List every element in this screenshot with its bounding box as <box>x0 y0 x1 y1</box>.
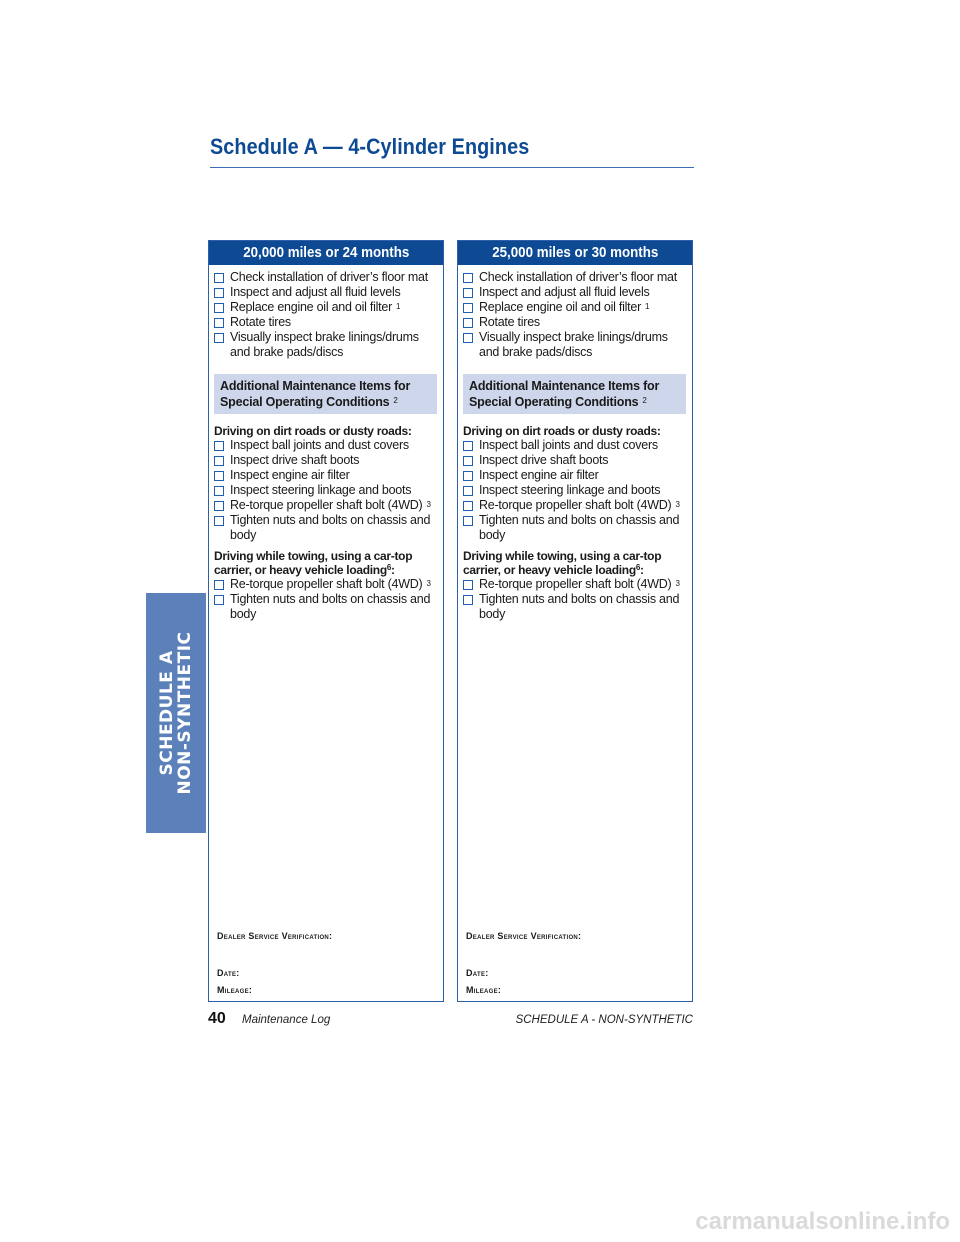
checklist-item <box>463 330 688 360</box>
checklist <box>458 577 692 622</box>
checkbox[interactable] <box>463 580 473 590</box>
checklist-item-label: Re-torque propeller shaft bolt (4WD) <box>479 577 672 591</box>
checkbox[interactable] <box>463 516 473 526</box>
checklist-item <box>214 453 439 468</box>
checklist-item-label: Re-torque propeller shaft bolt (4WD) <box>230 498 423 512</box>
dirt-roads-heading: Driving on dirt roads or dusty roads: <box>463 424 661 438</box>
checklist-item <box>214 285 439 300</box>
towing-heading-text: Driving while towing, using a car-top carrier, or heavy vehicle loading <box>463 549 662 577</box>
checklist-item-label: Tighten nuts and bolts on chassis and body <box>230 592 431 621</box>
checklist-item <box>214 330 439 360</box>
checklist-item-label: Inspect engine air filter <box>479 468 599 482</box>
footer-schedule-label: SCHEDULE A - NON-SYNTHETIC <box>515 1014 693 1026</box>
towing-heading: Driving while towing, using a car-top carrier, or heavy vehicle loading$^6$: <box>214 549 413 577</box>
side-tab-line: NON-SYNTHETIC <box>175 631 195 795</box>
checklist-item-label: Inspect engine air filter <box>230 468 350 482</box>
checklist-item <box>463 453 688 468</box>
checkbox[interactable] <box>214 486 224 496</box>
checklist <box>209 577 443 622</box>
checklist-item-label: Inspect drive shaft boots <box>479 453 609 467</box>
footnote-marker: 2 <box>642 396 647 405</box>
checkbox[interactable] <box>463 273 473 283</box>
checkbox[interactable] <box>214 333 224 343</box>
additional-items-title: Additional Maintenance Items for Special Operating Conditions <box>469 379 660 409</box>
checklist-item-label: Rotate tires <box>230 315 291 329</box>
footer-section-label: Maintenance Log <box>242 1014 331 1026</box>
dirt-roads-heading: Driving on dirt roads or dusty roads: <box>214 424 412 438</box>
checklist <box>458 438 692 543</box>
additional-items-title: Additional Maintenance Items for Special Operating Conditions <box>220 379 411 409</box>
checkbox[interactable] <box>214 501 224 511</box>
checklist <box>209 265 443 360</box>
footnote-marker: 6 <box>635 563 641 572</box>
checklist-item <box>463 592 688 622</box>
checklist-item <box>214 468 439 483</box>
checklist-item <box>463 438 688 453</box>
date-label: Date: <box>217 968 240 978</box>
additional-items-box <box>214 374 437 414</box>
towing-heading-text: Driving while towing, using a car-top carrier, or heavy vehicle loading <box>214 549 413 577</box>
checklist-item <box>463 315 688 330</box>
mileage-label: Mileage: <box>217 985 253 995</box>
checklist-item <box>463 468 688 483</box>
checklist-item <box>463 513 688 543</box>
footnote-marker: 3 <box>426 500 431 509</box>
checkbox[interactable] <box>463 318 473 328</box>
checkbox[interactable] <box>463 333 473 343</box>
checkbox[interactable] <box>463 288 473 298</box>
footnote-marker: 6 <box>386 563 392 572</box>
checklist-item <box>214 300 439 315</box>
checkbox[interactable] <box>463 441 473 451</box>
checklist-item-label: Check installation of driver’s floor mat <box>230 270 428 284</box>
checklist-item-label: Tighten nuts and bolts on chassis and body <box>479 592 680 621</box>
checklist-item-label: Inspect drive shaft boots <box>230 453 360 467</box>
mileage-label: Mileage: <box>466 985 502 995</box>
footnote-marker: 1 <box>645 302 650 311</box>
checkbox[interactable] <box>214 471 224 481</box>
checklist-item <box>214 438 439 453</box>
footnote-marker: 3 <box>675 500 680 509</box>
checklist-item <box>214 513 439 543</box>
checklist-item-label: Visually inspect brake linings/drums and brake pads/discs <box>230 330 419 359</box>
checkbox[interactable] <box>214 288 224 298</box>
checklist-item-label: Visually inspect brake linings/drums and brake pads/discs <box>479 330 668 359</box>
footnote-marker: 3 <box>675 579 680 588</box>
checklist-item-label: Inspect steering linkage and boots <box>230 483 412 497</box>
checkbox[interactable] <box>463 456 473 466</box>
interval-column-20000 <box>208 240 444 1002</box>
date-label: Date: <box>466 968 489 978</box>
checkbox[interactable] <box>214 516 224 526</box>
watermark: carmanualsonline.info <box>695 1208 950 1235</box>
checklist-item-label: Tighten nuts and bolts on chassis and body <box>479 513 680 542</box>
checkbox[interactable] <box>214 441 224 451</box>
checklist-item <box>214 592 439 622</box>
checklist <box>458 265 692 360</box>
checkbox[interactable] <box>214 303 224 313</box>
checklist-item-label: Tighten nuts and bolts on chassis and body <box>230 513 431 542</box>
interval-header-label: 20,000 miles or 24 months <box>242 245 410 261</box>
checklist-item <box>214 270 439 285</box>
interval-column-25000 <box>457 240 693 1002</box>
checklist-item-label: Inspect and adjust all fluid levels <box>230 285 401 299</box>
checklist-item-label: Replace engine oil and oil filter <box>230 300 392 314</box>
interval-header-label: 25,000 miles or 30 months <box>491 245 659 261</box>
checklist <box>209 438 443 543</box>
side-tab <box>146 593 206 833</box>
page-title: Schedule A — 4-Cylinder Engines <box>210 134 530 159</box>
checklist-item-label: Rotate tires <box>479 315 540 329</box>
checklist-item-label: Inspect steering linkage and boots <box>479 483 661 497</box>
towing-heading: Driving while towing, using a car-top carrier, or heavy vehicle loading$^6$: <box>463 549 662 577</box>
checklist-item <box>463 577 688 592</box>
interval-header <box>458 241 692 265</box>
checkbox[interactable] <box>214 456 224 466</box>
checklist-item <box>214 483 439 498</box>
dealer-verification-label: Dealer Service Verification: <box>466 931 582 941</box>
checklist-item-label: Re-torque propeller shaft bolt (4WD) <box>230 577 423 591</box>
checkbox[interactable] <box>463 471 473 481</box>
checklist-item-label: Inspect and adjust all fluid levels <box>479 285 650 299</box>
checklist-item <box>463 270 688 285</box>
checkbox[interactable] <box>463 595 473 605</box>
additional-items-box <box>463 374 686 414</box>
checklist-item-label: Replace engine oil and oil filter <box>479 300 641 314</box>
checklist-item-label: Re-torque propeller shaft bolt (4WD) <box>479 498 672 512</box>
checkbox[interactable] <box>214 318 224 328</box>
checkbox[interactable] <box>214 595 224 605</box>
checklist-item-label: Inspect ball joints and dust covers <box>479 438 658 452</box>
page-number: 40 <box>208 1010 226 1027</box>
side-tab-line: SCHEDULE A <box>157 650 177 776</box>
checklist-item <box>463 498 688 513</box>
checklist-item <box>214 315 439 330</box>
title-divider <box>210 167 694 168</box>
side-tab-label <box>158 631 194 794</box>
checkbox[interactable] <box>463 486 473 496</box>
footnote-marker: 2 <box>393 396 398 405</box>
dealer-verification-label: Dealer Service Verification: <box>217 931 333 941</box>
interval-header <box>209 241 443 265</box>
checkbox[interactable] <box>463 501 473 511</box>
checklist-item <box>463 483 688 498</box>
footnote-marker: 3 <box>426 579 431 588</box>
checklist-item-label: Check installation of driver’s floor mat <box>479 270 677 284</box>
checklist-item <box>214 577 439 592</box>
footnote-marker: 1 <box>396 302 401 311</box>
checklist-item <box>463 285 688 300</box>
checkbox[interactable] <box>463 303 473 313</box>
checkbox[interactable] <box>214 580 224 590</box>
checklist-item-label: Inspect ball joints and dust covers <box>230 438 409 452</box>
checkbox[interactable] <box>214 273 224 283</box>
checklist-item <box>463 300 688 315</box>
checklist-item <box>214 498 439 513</box>
